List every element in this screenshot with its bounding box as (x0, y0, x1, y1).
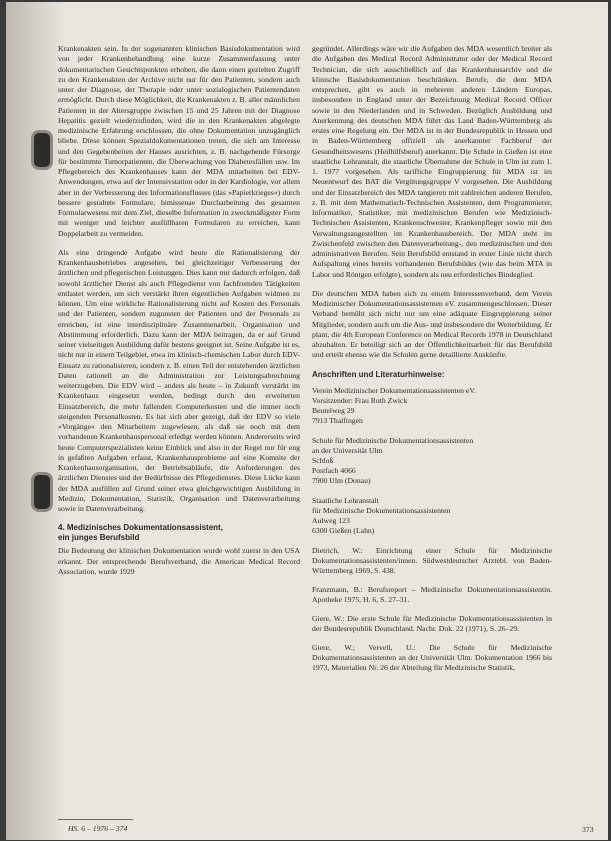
address-block (312, 496, 552, 536)
binding-edge (6, 2, 66, 840)
address-line: Verein Medizinischer Dokumentationsassistenten eV. (312, 385, 476, 395)
address-line: Postfach 4066 (312, 465, 356, 475)
address-line: Vorsitzender: Frau Ruth Zwick (312, 395, 408, 405)
punch-hole (31, 472, 53, 512)
left-paragraph-3: Die Bedeutung der klinischen Dokumentation wurde wohl zuerst in den USA erkannt. Der entsprechende Berufsverband, die American Medical Record Association, wurde 1929 (58, 546, 300, 576)
right-paragraph-2: Die deutschen MDA haben sich zu einem Interessenverband, dem Verein Medizinischer Dokumentationsassistenten eV. zusammengeschlossen. Dieser Verband bemüht sich nicht nur um eine adäquate Eingruppierung seiner Mitglieder, sondern auch um die Aus- und insbesondere die Weiterbildung. Er plant, die 4th European Conference on Medical Records 1978 in Deutschland abzuhalten. Er beteiligt sich an der Öffentlichkeitsarbeit für das Berufsbild und erteilt ebenso wie die Schulen gerne detaillierte Auskünfte. (312, 288, 552, 360)
address-line: für Medizinische Dokumentationsassistenten (312, 505, 451, 515)
reference-entry: Dietrich, W.: Einrichtung einer Schule für Medizinische Dokumentationsassistenten/innen. Südwestdeutscher Arztebl. von Baden-Württemberg 1969, S. 438. (312, 545, 552, 575)
section-heading (58, 523, 300, 543)
punch-hole (31, 130, 53, 170)
left-paragraph-2: Als eine dringende Aufgabe wird heute die Rationalisierung der Krankenhausbetriebes angesehen, bei gleichzeitiger Verbesserung der ärztlichen und pflegerischen Leistungen. Dies kann nur dadurch erfolgen, daß sowohl ärztlicher Dienst als auch Pflegedienst von fachfremden Tätigkeiten entlastet werden, um sich verstärkt ihren eigentlichen Aufgaben widmen zu können. Um eine wirkliche Rationalisierung nicht auf Kosten des Personals und der Patienten, sondern zugunsten der Patienten und der Personals zu erreichen, ist eine interdisziplinäre Zusammenarbeit, Organisation und Abstimmung erforderlich. Dazu kann der MDA beitragen, da er auf Grund seiner vielseitigen Ausbildung dafür bestens geeignet ist. Seine Aufgabe ist es, nicht nur in einem Teilgebiet, etwa im klinisch-chemischen Labor durch EDV-Einsatz zu rationalisieren, sondern z. B. einen Teil der entstehenden ärztlichen Daten rationell an die Administration zur Leistungsabrechnung weiterzugeben. Die EDV wird – anders als heute – in Zukunft verstärkt im Krankenhaus eingesetzt werden, bedingt durch den erweiterten Einsatzbereich, die mehr fallenden Computerkosten und die immer noch steigenden Personalkosten. Es hat sich aber gezeigt, daß der EDV so viele »Vorgänge« den Mitarbeitern zugewiesen, als daß sie noch mit dem vorhandenen Krankenhauspersonal erledigt werden können. Andererseits wird heute Computerspezialisten keine Einblick und also in der Regel nur für eng in gefaßten Aufgaben erfasst, Krankenhausprobleme auf eine Komnite der Krankenhausorganisation, der Betriebsabläufe, die Anforderungen des ärztlichen Dienstes und der Bedürfnisse des Pflegedienstes. Diese Lücke kann der MDA ausfüllen auf Grund seiner etwa gleichgewichtigen Ausbildung in Medizin, Dokumentation, Statistik, Organisation und Datenverarbeitung sowie in Datenverarbeitung. (58, 247, 300, 513)
right-column (312, 44, 552, 682)
document-page (6, 2, 608, 840)
address-line: Schule für Medizinische Dokumentationsassistenten (312, 435, 474, 445)
reference-entry: Franzmann, B.: Berufsreport – Medizinische Dokumentationsassistentin. Apotheke 1975, H. 6, S. 27–31. (312, 584, 552, 604)
address-line: 6300 Gießen (Lahn) (312, 525, 375, 535)
references-heading: Anschriften und Literaturhinweise: (312, 369, 445, 379)
address-line: 7913 Thalfingen (312, 415, 363, 425)
address-line: Beutelweg 29 (312, 405, 355, 415)
address-line: an der Universität Ulm (312, 445, 383, 455)
address-line: Aulweg 123 (312, 515, 350, 525)
section-heading-line-2: ein junges Berufsbild (58, 533, 140, 543)
reference-entry: Giere, W.; Vervell, U.: Die Schule für Medizinische Dokumentationsassistenten an der Universität Ulm. Dokumentation 1966 bis 1973, Materialien Nr. 26 der Abteilung für Medizinische Statistik, (312, 642, 552, 672)
address-line: 7900 Ulm (Donau) (312, 475, 371, 485)
footer-left: HS. 6 – 1976 – 374 (68, 824, 128, 833)
address-line: Staatliche Lehranstalt (312, 495, 379, 505)
address-block (312, 386, 552, 426)
reference-entry: Giere, W.: Die erste Schule für Medizinische Dokumentationsassistenten in der Bundesrepublik Deutschland. Nachr. Dok. 22 (1971), S. 26–29. (312, 613, 552, 633)
address-list (312, 386, 552, 673)
address-line: Schloß (312, 455, 334, 465)
page-number: 373 (582, 825, 594, 834)
left-column (58, 44, 300, 586)
left-paragraph-1: Krankenakten sein. In der sogenannten klinischen Basisdokumentation wird von jeder Krankenbehandlung eine kurze Zusammenfassung unter dokumentarischen Gesichtspunkten erhoben, die dann einen gezielten Zugriff zu den Krankenakten der Archive nicht nur für den Patienten, sondern auch unter der Diagnose, der Therapie oder unter sozialogischen Patientendaten ermöglicht. Durch diese Möglichkeit, die Krankenakten z. B. aller männlichen Patienten in der Altersgruppe zwischen 15 und 25 Jahren mit der Diagnose Hepatitis gezielt wiederzufinden, wird die in den Krankenakten abgelegte medizinische Erfahrung erschlossen, die ohne Dokumentation unzugänglich bliebe. Diese können Spezialdokumentationen treten, die sich am Interesse und den Gegebenheiten der Hauses ausrichten, z. B. nachgehende Fürsorge für bestimmte Tumorpatienten, die Überwachung von Diabetesfällen usw. Im Pflegebereich des Krankenhauses kann der MDA mitarbeiten bei EDV-Anwendungen, etwa auf der Intensivstation oder in der Kardiologie, vor allem aber in der Verbesserung des Informationsflusses (das »Papierkrieges«) durch bessere gestaltete Formulare, bimissenae Durcharbeitung des gesamten Formularwesens mit dem Ziel, dieselbe Information in zweckmäßigster Form mit weniger und leichter ausfüllbaren Formularen zu erreichen, kann Doppelarbeit zu vermeiden. (58, 44, 300, 238)
right-paragraph-1: gegründet. Allerdings wäre wir die Aufgaben des MDA wesentlich breiter als die Aufgaben des Medical Record Administrator oder der Medical Record Technician, die sich ausschließlich auf das Krankenhausarchiv und die klinische Basisdokumentation beschränken. Berufe, die dem MDA entsprechen, gibt es auch in mehreren anderen Ländern Europas, insbesondere in England unter der Bezeichnung Medical Record Officer sowie in den Niederlanden und in Schweden. Bezüglich Ausbildung und Anerkennung des deutschen MDA führt das Land Baden-Württemberg als erstes eine Regelung ein. Der MDA ist in der Bundesrepublik in Hessen und in Baden-Württemberg offiziell als anerkannter Fachberuf der Gesundheitswesens (Heilhilfsberuf) anerkannt. Die Schule in Gießen ist eine staatliche Lehranstalt, die staatliche Übernahme der Schule in Ulm ist zum 1. 1. 1977 vorgesehen. Als tarifliche Eingruppierung für MDA ist im Neuentwurf des BAT die Vergütungsgruppe V vorgesehen. Die Ausbildung und der Einsatzbereich des MDA tangieren mit zahlreichen anderen Berufen, z. B. mit dem Mathematisch-Technischen Assistenten, dem Programmierer, Informatiker, Statistiker, mit medizinischen Berufen wie Medizinisch-Technischen Assistenten, Krankenschwester, Krankenpfleger sowie mit den Verwaltungsangestellten im Krankenhausbereich. Der MDA steht im Zwischenfeld zwischen den Datenverarbeitung-, den medizinischen und den administrativen Berufen. Sein Berufsbild entstand in erster Linie nicht durch Aufspaltung eines bereits vorhandenen Berufsbildes (wie das beim MTA in Labor und Röntgen erfolgte), sondern als neu erforderliches Bindeglied. (312, 44, 552, 279)
footer-rule (58, 819, 133, 820)
section-heading-line-1: 4. Medizinisches Dokumentationsassistent, (58, 523, 223, 533)
address-block (312, 436, 552, 486)
